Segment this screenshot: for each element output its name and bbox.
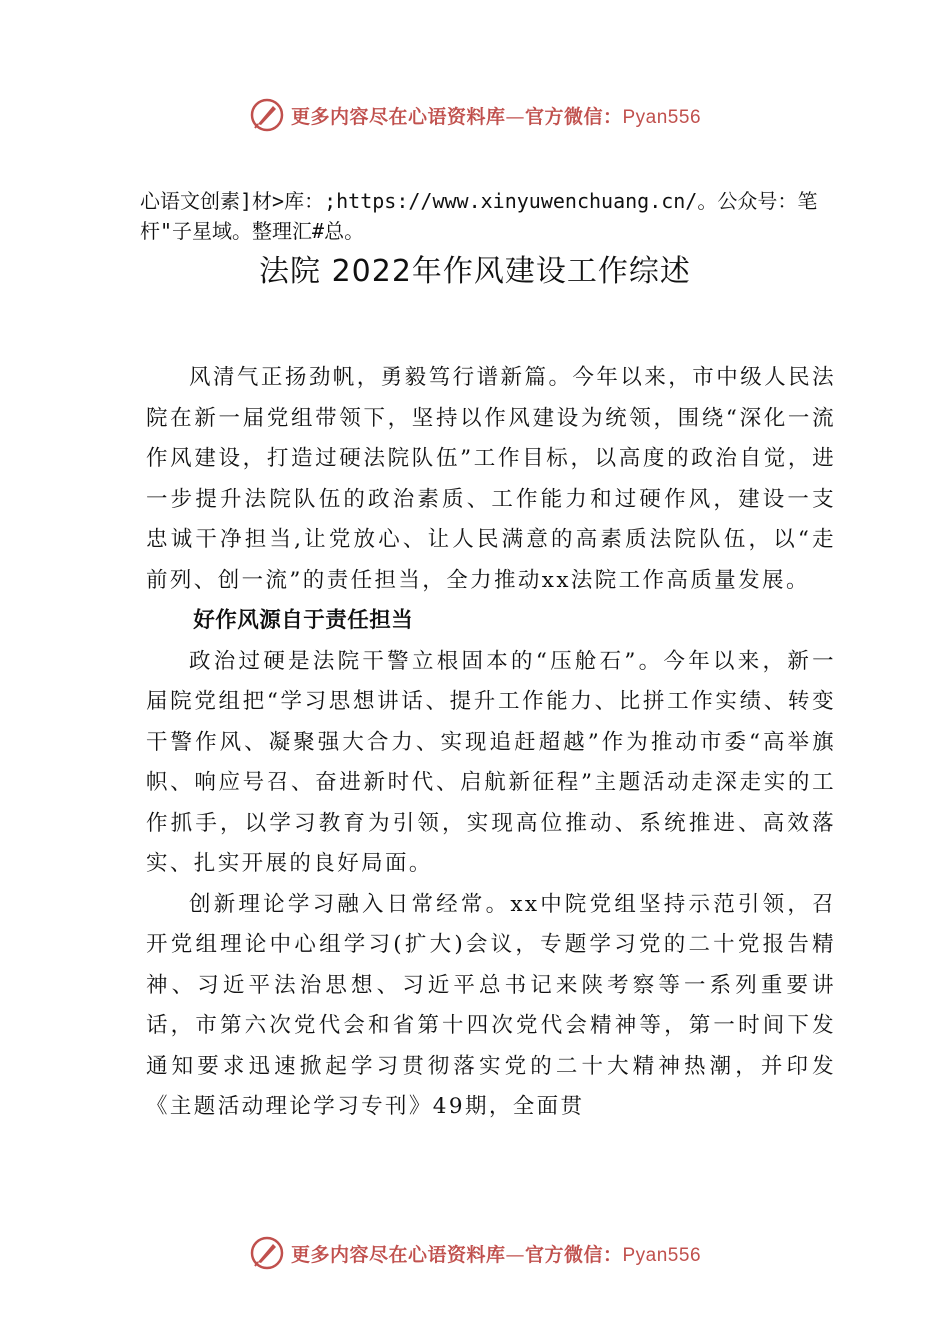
body-paragraph: 政治过硬是法院干警立根固本的“压舱石”。今年以来，新一届院党组把“学习思想讲话、提升工作能力、比拼工作实绩、转变干警作风、凝聚强大合力、实现追赶超越”作为推动市委“高举旗帜、响应号召、奋进新时代、启航新征程”主题活动走深走实的工作抓手，以学习教育为引领，实现高位推动、系统推进、高效落实、扎实开展的良好局面。 <box>146 648 836 876</box>
banner-text: 更多内容尽在心语资料库—官方微信：Pyan556 <box>290 1243 702 1266</box>
banner-text: 更多内容尽在心语资料库—官方微信：Pyan556 <box>290 105 702 128</box>
intro-paragraph: 风清气正扬劲帆，勇毅笃行谱新篇。今年以来，市中级人民法院在新一届党组带领下，坚持以作风建设为统领，围绕“深化一流作风建设，打造过硬法院队伍”工作目标，以高度的政治自觉，进一步提升法院队伍的政治素质、工作能力和过硬作风，建设一支忠诚干净担当,让党放心、让人民满意的高素质法院队伍，以“走前列、创一流”的责任担当，全力推动xx法院工作高质量发展。 <box>146 365 836 593</box>
body-paragraph: 创新理论学习融入日常经常。xx中院党组坚持示范引领，召开党组理论中心组学习(扩大)会议，专题学习党的二十党报告精神、习近平法治思想、习近平总书记来陕考察等一系列重要讲话，市第六次党代会和省第十四次党代会精神等，第一时间下发通知要求迅速掀起学习贯彻落实党的二十大精神热潮，并印发《主题活动理论学习专刊》49期，全面贯 <box>146 891 836 1119</box>
source-line: 心语文创素]材>库：;https://www.xinyuwenchuang.cn/。公众号：笔杆"子星域。整理汇#总。 <box>140 189 818 243</box>
header-banner <box>0 95 950 135</box>
quill-pen-circle-icon <box>249 1235 285 1271</box>
section-heading: 好作风源自于责任担当 <box>193 608 414 633</box>
document-title: 法院 2022年作风建设工作综述 <box>259 254 691 289</box>
quill-pen-circle-icon <box>249 97 285 133</box>
document-body <box>146 358 836 1128</box>
footer-banner <box>0 1233 950 1273</box>
